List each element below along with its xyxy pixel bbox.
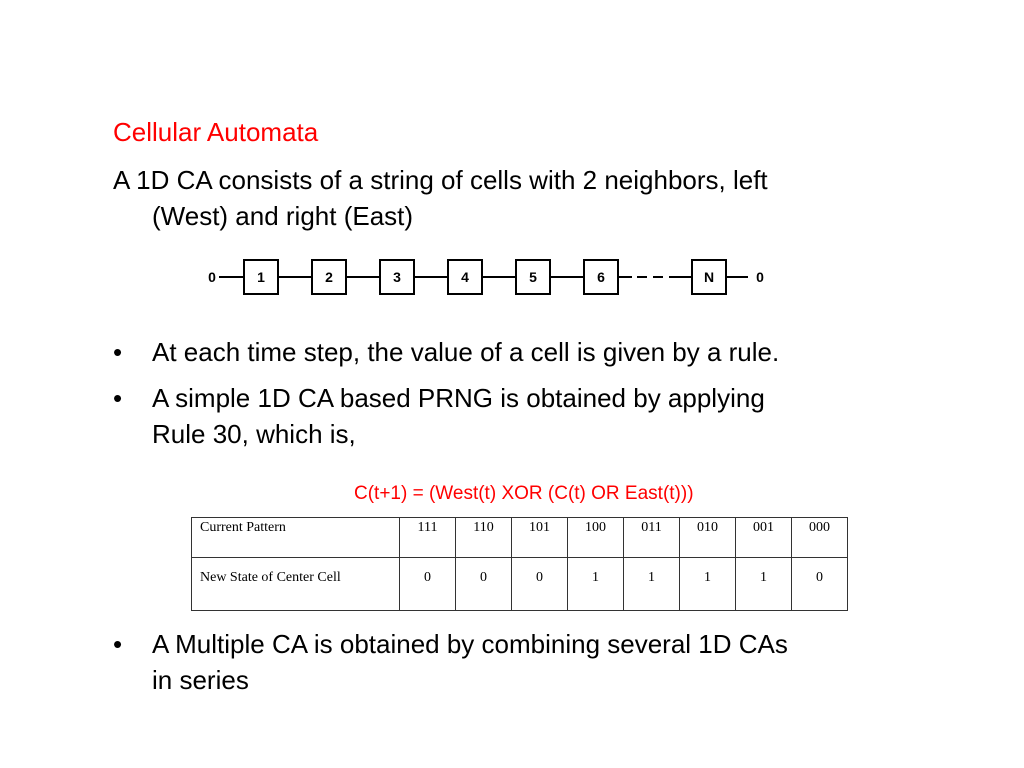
rule-30-table: [191, 517, 848, 611]
slide-title: Cellular Automata: [113, 117, 319, 147]
cell-3: 3: [393, 269, 401, 285]
table-row-current-pattern: [192, 518, 848, 558]
cell-6: 6: [597, 269, 605, 285]
bullet-item-multiple-ca: [113, 626, 788, 698]
table-cell: 001: [736, 518, 792, 558]
table-cell: 1: [624, 558, 680, 611]
bullet-list-top: [113, 334, 779, 452]
bullet-glyph: •: [113, 337, 123, 367]
bullet-list-bottom: [113, 626, 788, 698]
table-cell: 100: [568, 518, 624, 558]
table-cell: 1: [680, 558, 736, 611]
cell-1: 1: [257, 269, 265, 285]
intro-line-1: A 1D CA consists of a string of cells with 2 neighbors, left: [113, 165, 768, 195]
table-cell: 010: [680, 518, 736, 558]
cell-n: N: [703, 269, 715, 285]
bullet-text-line-1: A simple 1D CA based PRNG is obtained by applying: [152, 383, 765, 413]
boundary-right: 0: [756, 269, 764, 285]
table-row-label: New State of Center Cell: [192, 558, 400, 611]
table-cell: 111: [400, 518, 456, 558]
table-cell: 0: [792, 558, 848, 611]
rule-30-formula: C(t+1) = (West(t) XOR (C(t) OR East(t))): [354, 483, 694, 504]
table-cell: 0: [400, 558, 456, 611]
bullet-text: At each time step, the value of a cell is given by a rule.: [152, 337, 780, 367]
table-cell: 1: [568, 558, 624, 611]
bullet-text-line-1: A Multiple CA is obtained by combining several 1D CAs: [152, 629, 788, 659]
table-cell: 101: [512, 518, 568, 558]
bullet-glyph: •: [113, 629, 123, 659]
table-cell: 0: [456, 558, 512, 611]
bullet-item-rule: [113, 334, 779, 370]
intro-paragraph: [113, 162, 993, 234]
bullet-text-line-2: Rule 30, which is,: [152, 419, 356, 449]
table-cell: 011: [624, 518, 680, 558]
boundary-left: 0: [208, 269, 216, 285]
bullet-item-prng: [113, 380, 779, 452]
bullet-glyph: •: [113, 383, 123, 413]
cell-4: 4: [461, 269, 469, 285]
cell-2: 2: [325, 269, 333, 285]
cell-chain-diagram: [200, 256, 780, 300]
table-row-label: Current Pattern: [192, 518, 400, 558]
table-row-new-state: [192, 558, 848, 611]
table-cell: 0: [512, 558, 568, 611]
table-cell: 110: [456, 518, 512, 558]
cell-5: 5: [529, 269, 537, 285]
table-cell: 000: [792, 518, 848, 558]
bullet-text-line-2: in series: [152, 665, 249, 695]
intro-line-2: (West) and right (East): [152, 201, 414, 231]
table-cell: 1: [736, 558, 792, 611]
